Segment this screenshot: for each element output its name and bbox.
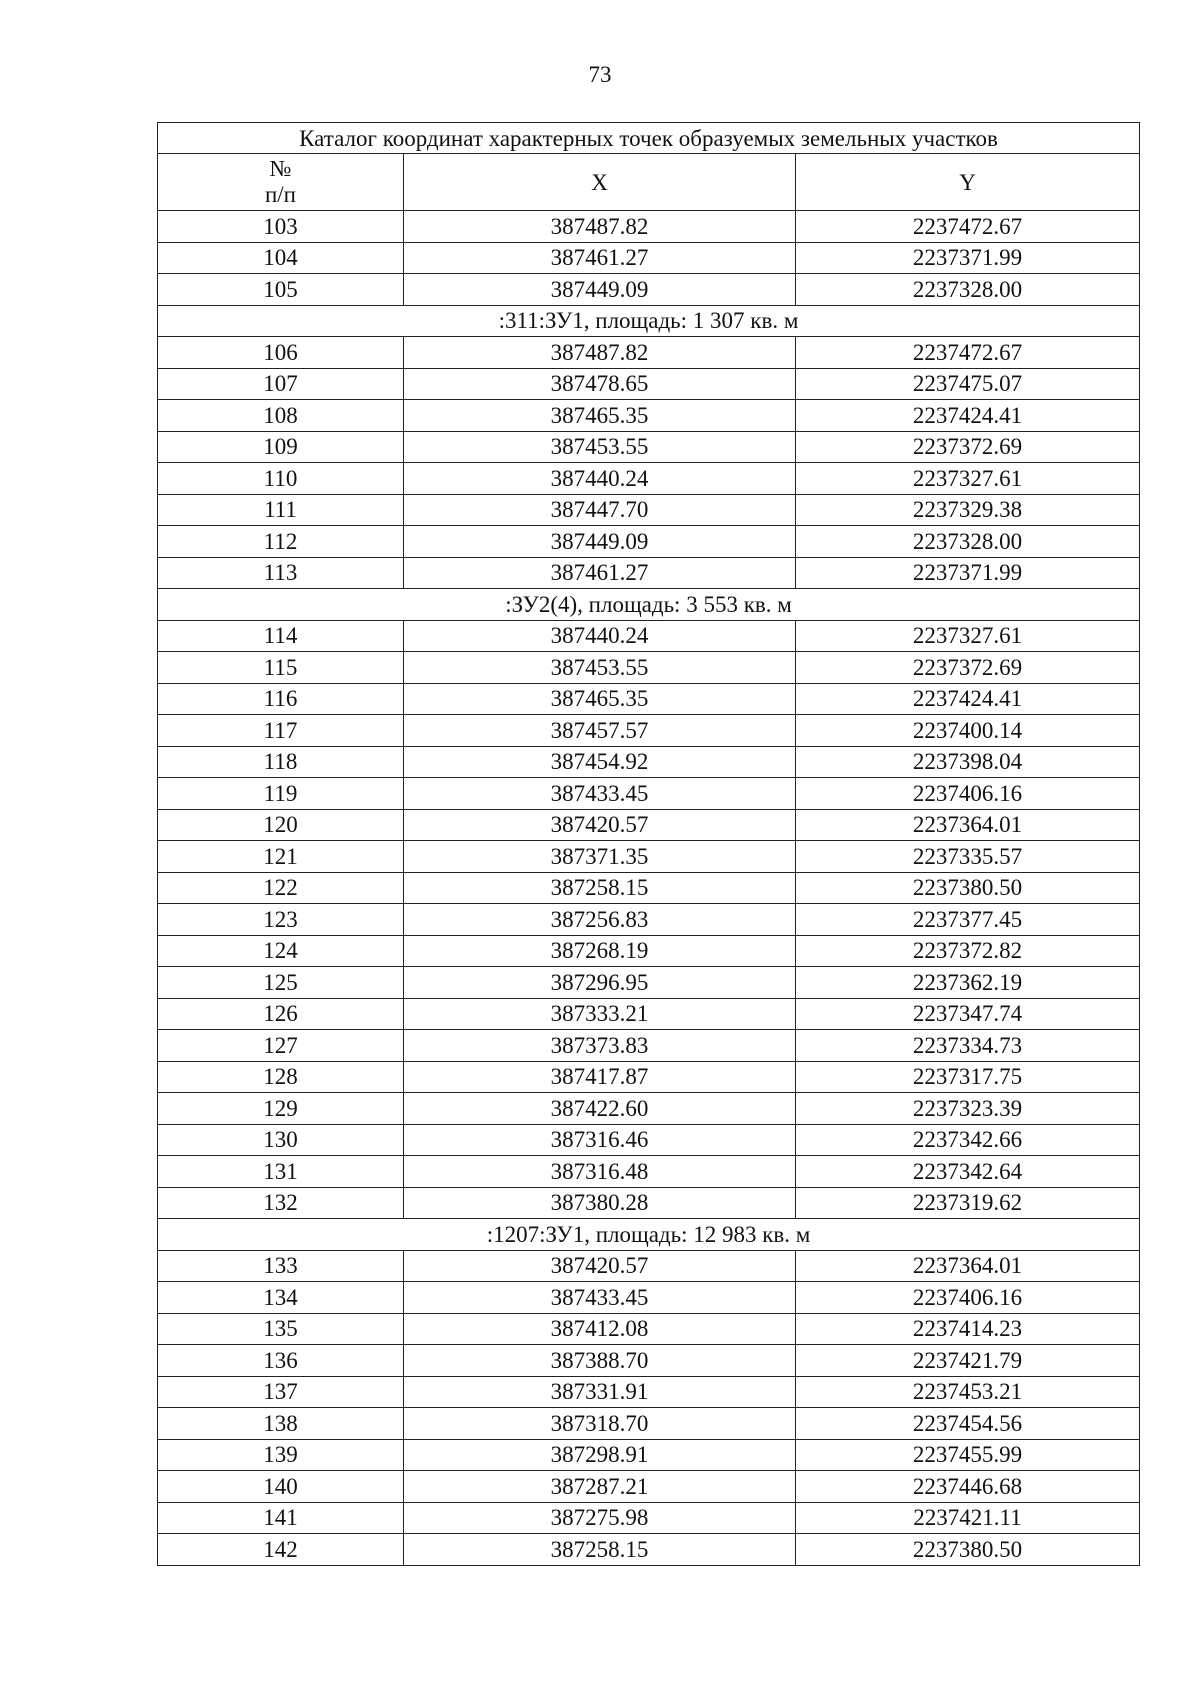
x-coordinate-cell: 387453.55 xyxy=(404,652,796,684)
x-coordinate-cell: 387275.98 xyxy=(404,1502,796,1534)
table-row xyxy=(158,935,1140,967)
y-coordinate-cell: 2237328.00 xyxy=(796,526,1140,558)
y-coordinate-cell: 2237347.74 xyxy=(796,998,1140,1030)
point-number-cell: 123 xyxy=(158,904,404,936)
point-number-cell: 135 xyxy=(158,1313,404,1345)
point-number-cell: 141 xyxy=(158,1502,404,1534)
x-coordinate-cell: 387487.82 xyxy=(404,337,796,369)
table-row xyxy=(158,872,1140,904)
point-number-cell: 127 xyxy=(158,1030,404,1062)
point-number-cell: 121 xyxy=(158,841,404,873)
point-number-cell: 113 xyxy=(158,557,404,589)
x-coordinate-cell: 387331.91 xyxy=(404,1376,796,1408)
table-title-row xyxy=(158,123,1140,154)
point-number-cell: 115 xyxy=(158,652,404,684)
table-row xyxy=(158,494,1140,526)
x-coordinate-cell: 387296.95 xyxy=(404,967,796,999)
table-row xyxy=(158,746,1140,778)
x-coordinate-cell: 387420.57 xyxy=(404,1250,796,1282)
x-coordinate-cell: 387316.46 xyxy=(404,1124,796,1156)
y-coordinate-cell: 2237327.61 xyxy=(796,463,1140,495)
column-header-x: X xyxy=(404,154,796,211)
table-row xyxy=(158,400,1140,432)
table-row xyxy=(158,841,1140,873)
point-number-cell: 122 xyxy=(158,872,404,904)
table-row xyxy=(158,1345,1140,1377)
x-coordinate-cell: 387333.21 xyxy=(404,998,796,1030)
table-row xyxy=(158,557,1140,589)
point-number-cell: 125 xyxy=(158,967,404,999)
point-number-cell: 128 xyxy=(158,1061,404,1093)
table-row xyxy=(158,1282,1140,1314)
x-coordinate-cell: 387373.83 xyxy=(404,1030,796,1062)
point-number-cell: 140 xyxy=(158,1471,404,1503)
point-number-cell: 105 xyxy=(158,274,404,306)
x-coordinate-cell: 387454.92 xyxy=(404,746,796,778)
point-number-cell: 138 xyxy=(158,1408,404,1440)
x-coordinate-cell: 387461.27 xyxy=(404,557,796,589)
table-row xyxy=(158,1471,1140,1503)
point-number-cell: 137 xyxy=(158,1376,404,1408)
section-row xyxy=(158,589,1140,621)
table-row xyxy=(158,1250,1140,1282)
y-coordinate-cell: 2237372.69 xyxy=(796,431,1140,463)
y-coordinate-cell: 2237335.57 xyxy=(796,841,1140,873)
table-row xyxy=(158,683,1140,715)
y-coordinate-cell: 2237329.38 xyxy=(796,494,1140,526)
y-coordinate-cell: 2237475.07 xyxy=(796,368,1140,400)
point-number-cell: 133 xyxy=(158,1250,404,1282)
x-coordinate-cell: 387440.24 xyxy=(404,620,796,652)
point-number-cell: 124 xyxy=(158,935,404,967)
x-coordinate-cell: 387316.48 xyxy=(404,1156,796,1188)
point-number-cell: 106 xyxy=(158,337,404,369)
table-row xyxy=(158,368,1140,400)
table-body xyxy=(158,211,1140,1566)
y-coordinate-cell: 2237421.11 xyxy=(796,1502,1140,1534)
y-coordinate-cell: 2237398.04 xyxy=(796,746,1140,778)
x-coordinate-cell: 387449.09 xyxy=(404,274,796,306)
x-coordinate-cell: 387478.65 xyxy=(404,368,796,400)
y-coordinate-cell: 2237317.75 xyxy=(796,1061,1140,1093)
point-number-cell: 126 xyxy=(158,998,404,1030)
table-row xyxy=(158,526,1140,558)
table-row xyxy=(158,274,1140,306)
table-row xyxy=(158,463,1140,495)
point-number-cell: 116 xyxy=(158,683,404,715)
y-coordinate-cell: 2237319.62 xyxy=(796,1187,1140,1219)
x-coordinate-cell: 387380.28 xyxy=(404,1187,796,1219)
x-coordinate-cell: 387433.45 xyxy=(404,1282,796,1314)
y-coordinate-cell: 2237400.14 xyxy=(796,715,1140,747)
table-row xyxy=(158,998,1140,1030)
y-coordinate-cell: 2237414.23 xyxy=(796,1313,1140,1345)
y-coordinate-cell: 2237453.21 xyxy=(796,1376,1140,1408)
table-row xyxy=(158,1124,1140,1156)
x-coordinate-cell: 387440.24 xyxy=(404,463,796,495)
y-coordinate-cell: 2237424.41 xyxy=(796,683,1140,715)
y-coordinate-cell: 2237364.01 xyxy=(796,809,1140,841)
column-header-y: Y xyxy=(796,154,1140,211)
point-number-cell: 104 xyxy=(158,242,404,274)
section-label: :ЗУ2(4), площадь: 3 553 кв. м xyxy=(158,589,1140,621)
x-coordinate-cell: 387371.35 xyxy=(404,841,796,873)
table-row xyxy=(158,809,1140,841)
section-label: :311:ЗУ1, площадь: 1 307 кв. м xyxy=(158,305,1140,337)
point-number-cell: 130 xyxy=(158,1124,404,1156)
table-row xyxy=(158,1156,1140,1188)
y-coordinate-cell: 2237371.99 xyxy=(796,242,1140,274)
y-coordinate-cell: 2237372.82 xyxy=(796,935,1140,967)
y-coordinate-cell: 2237342.66 xyxy=(796,1124,1140,1156)
x-coordinate-cell: 387487.82 xyxy=(404,211,796,243)
y-coordinate-cell: 2237380.50 xyxy=(796,872,1140,904)
y-coordinate-cell: 2237377.45 xyxy=(796,904,1140,936)
y-coordinate-cell: 2237328.00 xyxy=(796,274,1140,306)
x-coordinate-cell: 387417.87 xyxy=(404,1061,796,1093)
point-number-cell: 118 xyxy=(158,746,404,778)
column-header-number xyxy=(158,154,404,211)
section-row xyxy=(158,305,1140,337)
y-coordinate-cell: 2237380.50 xyxy=(796,1534,1140,1566)
point-number-cell: 132 xyxy=(158,1187,404,1219)
point-number-cell: 111 xyxy=(158,494,404,526)
point-number-cell: 112 xyxy=(158,526,404,558)
table-row xyxy=(158,431,1140,463)
y-coordinate-cell: 2237323.39 xyxy=(796,1093,1140,1125)
section-label: :1207:ЗУ1, площадь: 12 983 кв. м xyxy=(158,1219,1140,1251)
y-coordinate-cell: 2237472.67 xyxy=(796,211,1140,243)
y-coordinate-cell: 2237455.99 xyxy=(796,1439,1140,1471)
point-number-cell: 131 xyxy=(158,1156,404,1188)
y-coordinate-cell: 2237472.67 xyxy=(796,337,1140,369)
table-header-row xyxy=(158,154,1140,211)
point-number-cell: 117 xyxy=(158,715,404,747)
point-number-cell: 109 xyxy=(158,431,404,463)
y-coordinate-cell: 2237446.68 xyxy=(796,1471,1140,1503)
x-coordinate-cell: 387256.83 xyxy=(404,904,796,936)
point-number-cell: 142 xyxy=(158,1534,404,1566)
table-row xyxy=(158,715,1140,747)
table-row xyxy=(158,652,1140,684)
coordinate-catalog-table xyxy=(157,122,1140,1566)
point-number-cell: 129 xyxy=(158,1093,404,1125)
table-row xyxy=(158,904,1140,936)
point-number-cell: 108 xyxy=(158,400,404,432)
y-coordinate-cell: 2237454.56 xyxy=(796,1408,1140,1440)
x-coordinate-cell: 387258.15 xyxy=(404,872,796,904)
table-row xyxy=(158,1502,1140,1534)
x-coordinate-cell: 387433.45 xyxy=(404,778,796,810)
table-row xyxy=(158,211,1140,243)
number-sign: № xyxy=(269,156,292,181)
x-coordinate-cell: 387318.70 xyxy=(404,1408,796,1440)
table-row xyxy=(158,1439,1140,1471)
table-row xyxy=(158,1030,1140,1062)
x-coordinate-cell: 387298.91 xyxy=(404,1439,796,1471)
table-row xyxy=(158,1534,1140,1566)
point-number-cell: 139 xyxy=(158,1439,404,1471)
table-row xyxy=(158,337,1140,369)
table-row xyxy=(158,1187,1140,1219)
table-row xyxy=(158,1093,1140,1125)
page-number: 73 xyxy=(588,62,612,87)
x-coordinate-cell: 387465.35 xyxy=(404,683,796,715)
table-row xyxy=(158,1376,1140,1408)
table-row xyxy=(158,967,1140,999)
y-coordinate-cell: 2237334.73 xyxy=(796,1030,1140,1062)
y-coordinate-cell: 2237327.61 xyxy=(796,620,1140,652)
x-coordinate-cell: 387388.70 xyxy=(404,1345,796,1377)
point-number-cell: 103 xyxy=(158,211,404,243)
y-coordinate-cell: 2237342.64 xyxy=(796,1156,1140,1188)
x-coordinate-cell: 387465.35 xyxy=(404,400,796,432)
point-number-cell: 114 xyxy=(158,620,404,652)
table-title: Каталог координат характерных точек образуемых земельных участков xyxy=(158,123,1140,154)
point-number-cell: 120 xyxy=(158,809,404,841)
y-coordinate-cell: 2237406.16 xyxy=(796,1282,1140,1314)
y-coordinate-cell: 2237364.01 xyxy=(796,1250,1140,1282)
point-number-cell: 136 xyxy=(158,1345,404,1377)
y-coordinate-cell: 2237406.16 xyxy=(796,778,1140,810)
x-coordinate-cell: 387461.27 xyxy=(404,242,796,274)
x-coordinate-cell: 387412.08 xyxy=(404,1313,796,1345)
x-coordinate-cell: 387420.57 xyxy=(404,809,796,841)
x-coordinate-cell: 387449.09 xyxy=(404,526,796,558)
x-coordinate-cell: 387422.60 xyxy=(404,1093,796,1125)
x-coordinate-cell: 387457.57 xyxy=(404,715,796,747)
x-coordinate-cell: 387287.21 xyxy=(404,1471,796,1503)
point-number-cell: 110 xyxy=(158,463,404,495)
y-coordinate-cell: 2237362.19 xyxy=(796,967,1140,999)
x-coordinate-cell: 387258.15 xyxy=(404,1534,796,1566)
x-coordinate-cell: 387453.55 xyxy=(404,431,796,463)
table-row xyxy=(158,1408,1140,1440)
point-number-cell: 107 xyxy=(158,368,404,400)
y-coordinate-cell: 2237421.79 xyxy=(796,1345,1140,1377)
y-coordinate-cell: 2237424.41 xyxy=(796,400,1140,432)
x-coordinate-cell: 387447.70 xyxy=(404,494,796,526)
table-row xyxy=(158,1061,1140,1093)
table-row xyxy=(158,778,1140,810)
ordinal-abbrev: п/п xyxy=(264,182,296,207)
table-row xyxy=(158,1313,1140,1345)
section-row xyxy=(158,1219,1140,1251)
table-row xyxy=(158,242,1140,274)
point-number-cell: 134 xyxy=(158,1282,404,1314)
y-coordinate-cell: 2237371.99 xyxy=(796,557,1140,589)
point-number-cell: 119 xyxy=(158,778,404,810)
x-coordinate-cell: 387268.19 xyxy=(404,935,796,967)
y-coordinate-cell: 2237372.69 xyxy=(796,652,1140,684)
table-row xyxy=(158,620,1140,652)
